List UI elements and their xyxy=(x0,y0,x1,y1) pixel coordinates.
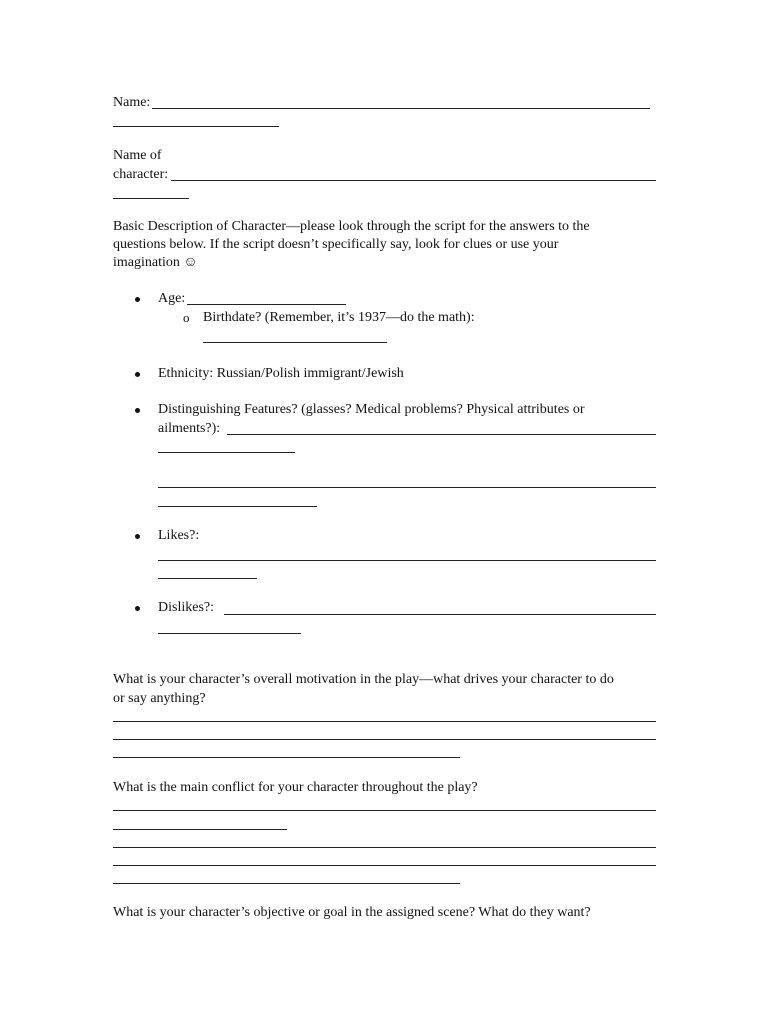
name-blank-continued[interactable] xyxy=(113,126,279,127)
birthdate-label: Birthdate? (Remember, it’s 1937—do the math): xyxy=(203,310,475,325)
features-label-line1: Distinguishing Features? (glasses? Medical problems? Physical attributes or xyxy=(158,402,585,417)
age-blank[interactable] xyxy=(187,304,346,305)
name-blank[interactable] xyxy=(152,108,650,109)
bullet-features xyxy=(135,408,140,413)
character-blank-continued[interactable] xyxy=(113,198,189,199)
conflict-answer-line-5[interactable] xyxy=(113,883,460,884)
sub-bullet-birthdate: o xyxy=(183,310,190,325)
birthdate-blank[interactable] xyxy=(203,342,387,343)
likes-blank[interactable] xyxy=(158,560,656,561)
bullet-ethnicity xyxy=(135,372,140,377)
character-label-line2: character: xyxy=(113,167,169,182)
features-blank[interactable] xyxy=(227,434,656,435)
intro-line-3: imagination ☺ xyxy=(113,255,198,270)
conflict-question: What is the main conflict for your character throughout the play? xyxy=(113,780,478,795)
features-label-line2: ailments?): xyxy=(158,421,221,436)
features-blank-2[interactable] xyxy=(158,487,656,488)
character-label-line1: Name of xyxy=(113,148,162,163)
bullet-dislikes xyxy=(135,606,140,611)
dislikes-blank-continued[interactable] xyxy=(158,633,301,634)
character-blank[interactable] xyxy=(171,180,656,181)
motivation-answer-line-1[interactable] xyxy=(113,721,656,722)
likes-blank-continued[interactable] xyxy=(158,578,257,579)
motivation-question-line2: or say anything? xyxy=(113,691,206,706)
objective-question: What is your character’s objective or goal in the assigned scene? What do they want? xyxy=(113,905,591,920)
features-blank-continued[interactable] xyxy=(158,452,295,453)
dislikes-label: Dislikes?: xyxy=(158,600,214,615)
motivation-answer-line-3[interactable] xyxy=(113,757,460,758)
conflict-answer-line-2[interactable] xyxy=(113,829,287,830)
intro-line-1: Basic Description of Character—please look through the script for the answers to the xyxy=(113,219,590,234)
likes-label: Likes?: xyxy=(158,528,200,543)
name-label: Name: xyxy=(113,95,151,110)
motivation-question-line1: What is your character’s overall motivation in the play—what drives your character to do xyxy=(113,672,614,687)
conflict-answer-line-1[interactable] xyxy=(113,810,656,811)
motivation-answer-line-2[interactable] xyxy=(113,739,656,740)
features-blank-2-continued[interactable] xyxy=(158,506,317,507)
conflict-answer-line-3[interactable] xyxy=(113,847,656,848)
bullet-age xyxy=(135,297,140,302)
intro-line-2: questions below. If the script doesn’t specifically say, look for clues or use your xyxy=(113,237,559,252)
ethnicity-text: Ethnicity: Russian/Polish immigrant/Jewish xyxy=(158,366,404,381)
conflict-answer-line-4[interactable] xyxy=(113,865,656,866)
age-label: Age: xyxy=(158,291,186,306)
dislikes-blank[interactable] xyxy=(224,614,656,615)
bullet-likes xyxy=(135,534,140,539)
